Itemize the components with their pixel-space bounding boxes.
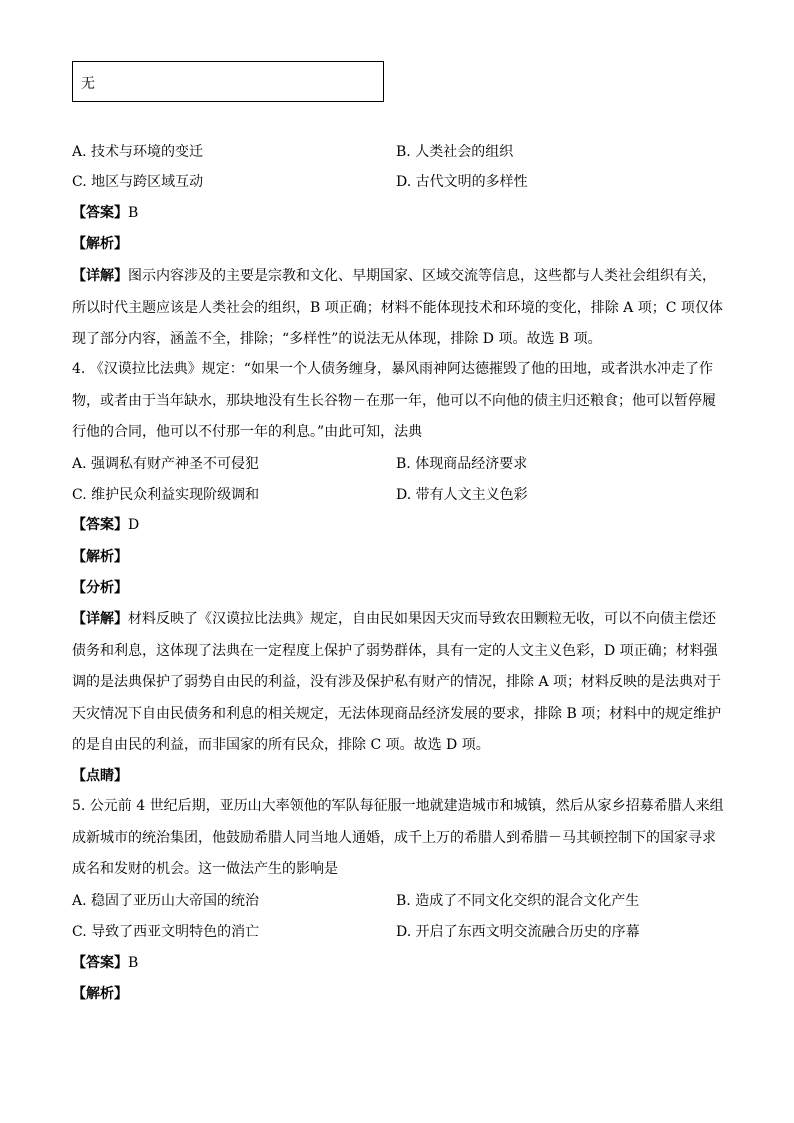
q5-stem-line-3: 成名和发财的机会。这一做法产生的影响是 xyxy=(72,861,338,877)
q3-option-c: C. 地区与跨区域互动 xyxy=(72,174,204,190)
q4-option-a: A. 强调私有财产神圣不可侵犯 xyxy=(72,456,260,472)
q3-answer-label: 【答案】 xyxy=(72,205,128,221)
q3-detail-line-1: 【详解】图示内容涉及的主要是宗教和文化、早期国家、区域交流等信息，这些都与人类社会组织有关， xyxy=(72,268,716,284)
q5-option-c: C. 导致了西亚文明特色的消亡 xyxy=(72,924,260,940)
q4-fenxi-label: 【分析】 xyxy=(72,580,128,596)
q4-detail-line-1: 【详解】材料反映了《汉谟拉比法典》规定，自由民如果因天灾而导致农田颗粒无收，可以不向债主偿还 xyxy=(72,611,716,627)
q5-stem-line-1: 5. 公元前 4 世纪后期，亚历山大率领他的军队每征服一地就建造城市和城镇，然后从家乡招募希腊人来组 xyxy=(72,798,724,814)
q3-detail xyxy=(72,261,722,356)
q5-answer xyxy=(72,953,138,973)
q3-detail-line-2: 所以时代主题应该是人类社会的组织，B 项正确；材料不能体现技术和环境的变化，排除 A 项；C 项仅体 xyxy=(72,299,723,316)
q4-stem-line-2: 物，或者由于当年缺水，那块地没有生长谷物－在那一年，他可以不向他的债主归还粮食；他可以暂停履 xyxy=(72,392,716,409)
q5-answer-value: B xyxy=(128,955,139,971)
q5-answer-label: 【答案】 xyxy=(72,955,128,971)
q5-option-b: B. 造成了不同文化交织的混合文化产生 xyxy=(396,893,640,909)
q4-option-d: D. 带有人文主义色彩 xyxy=(396,487,528,503)
q3-detail-line-3: 现了部分内容，涵盖不全，排除；“多样性”的说法无从体现，排除 D 项。故选 B 项。 xyxy=(72,331,602,347)
q4-detail-line-3: 调的是法典保护了弱势自由民的利益，没有涉及保护私有财产的情况，排除 A 项；材料反映的是法典对于 xyxy=(72,674,722,690)
q4-detail xyxy=(72,604,722,762)
q4-detail-line-4: 天灾情况下自由民债务和利息的相关规定，无法体现商品经济发展的要求，排除 B 项；材料中的规定维护 xyxy=(72,705,722,722)
q3-analysis-label: 【解析】 xyxy=(72,236,128,252)
q5-analysis-label: 【解析】 xyxy=(72,986,128,1002)
q4-answer-value: D xyxy=(128,517,140,533)
q4-answer xyxy=(72,515,139,535)
q4-option-c: C. 维护民众利益实现阶级调和 xyxy=(72,487,260,503)
q4-answer-label: 【答案】 xyxy=(72,517,128,533)
q3-answer-value: B xyxy=(128,205,139,221)
q3-option-a: A. 技术与环境的变迁 xyxy=(72,144,204,160)
q3-detail-label: 【详解】 xyxy=(72,268,128,284)
q5-option-a: A. 稳固了亚历山大帝国的统治 xyxy=(72,893,260,909)
q4-dianjing-label: 【点睛】 xyxy=(72,768,128,784)
q5-stem-line-2: 成新城市的统治集团，他鼓励希腊人同当地人通婚，成千上万的希腊人到希腊－马其顿控制下的国家寻求 xyxy=(72,829,716,846)
q4-detail-label: 【详解】 xyxy=(72,611,128,627)
q5-stem xyxy=(72,791,722,886)
answer-box xyxy=(72,61,384,102)
q4-detail-line-5: 的是自由民的利益，而非国家的所有民众，排除 C 项。故选 D 项。 xyxy=(72,737,490,753)
q5-option-d: D. 开启了东西文明交流融合历史的序幕 xyxy=(396,924,640,940)
q4-option-b: B. 体现商品经济要求 xyxy=(396,456,528,472)
answer-box-text: 无 xyxy=(81,76,95,92)
q4-stem-line-1: 4. 《汉谟拉比法典》规定：“如果一个人债务缠身，暴风雨神阿达德摧毁了他的田地，或者洪水冲走了作 xyxy=(72,361,713,377)
q4-stem xyxy=(72,354,722,449)
q4-detail-line-2: 债务和利息，这体现了法典在一定程度上保护了弱势群体，具有一定的人文主义色彩，D 项正确；材料强 xyxy=(72,642,718,659)
q4-analysis-label: 【解析】 xyxy=(72,549,128,565)
q4-stem-line-3: 行他的合同，他可以不付那一年的利息。”由此可知，法典 xyxy=(72,424,423,440)
q3-option-d: D. 古代文明的多样性 xyxy=(396,174,528,190)
q3-option-b: B. 人类社会的组织 xyxy=(396,144,514,160)
q3-answer xyxy=(72,203,138,223)
